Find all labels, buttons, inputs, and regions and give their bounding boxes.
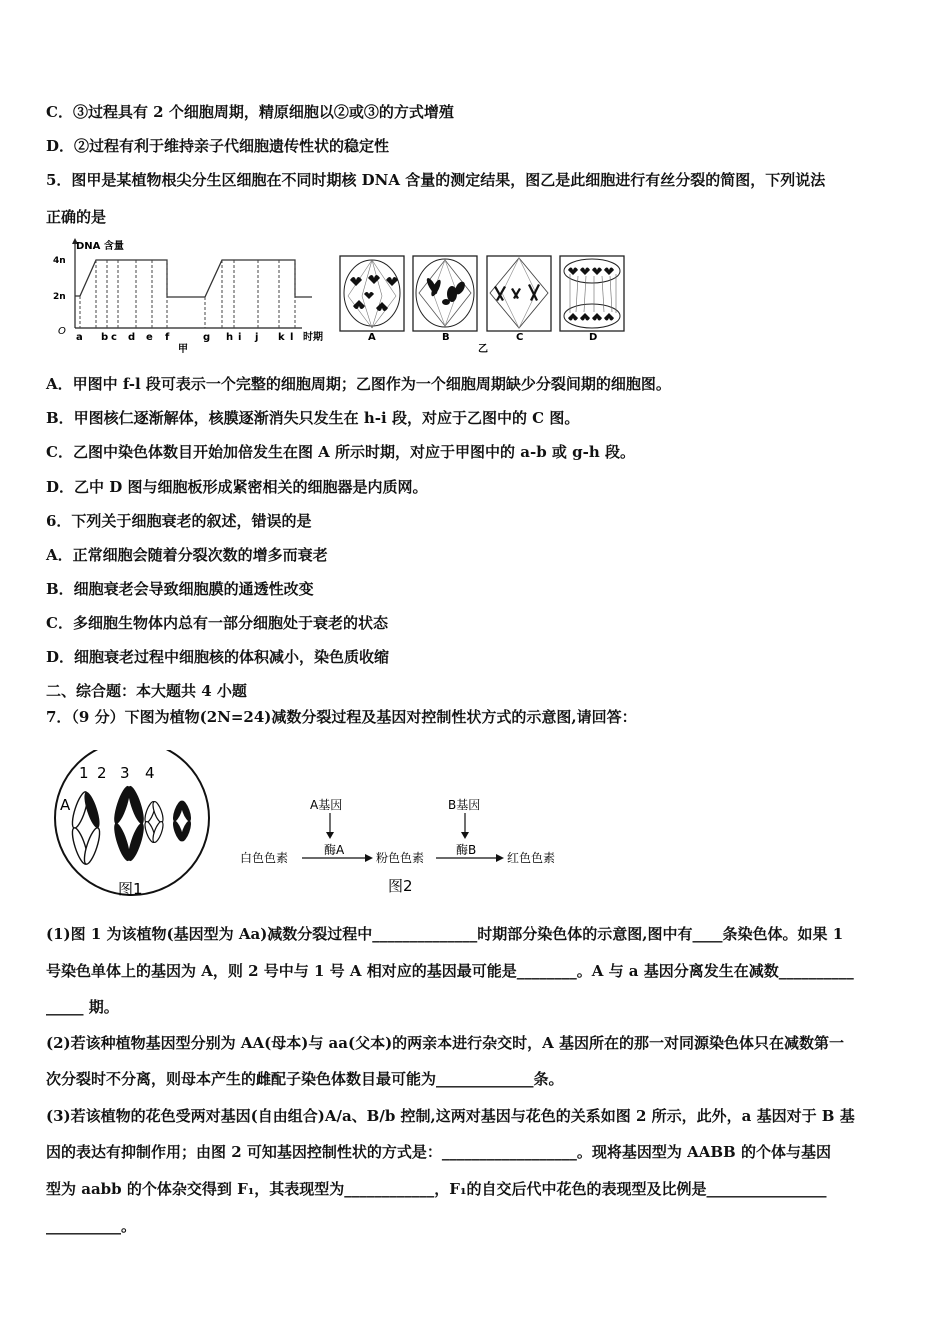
q5-figure — [50, 236, 630, 356]
q7-sub3-line4: __________。 — [46, 1217, 137, 1235]
q6-option-a: A．正常细胞会随着分裂次数的增多而衰老 — [46, 546, 328, 564]
cell-d — [560, 256, 624, 331]
cell-c — [487, 256, 551, 331]
y-axis-title: DNA 含量 — [76, 241, 124, 252]
origin-label: O — [58, 326, 66, 337]
pigment-white: 白色色素 — [240, 851, 289, 865]
q7-sub1-line2: 号染色单体上的基因为 A，则 2 号中与 1 号 A 相对应的基因最可能是________。A 与 a 基因分离发生在减数__________ — [46, 962, 854, 980]
cell-b — [413, 256, 477, 331]
x-tick-g: g — [203, 332, 211, 343]
x-tick-a: a — [76, 332, 83, 343]
enzyme-b-label: 酶B — [456, 843, 477, 857]
q5-option-b: B．甲图核仁逐渐解体，核膜逐渐消失只发生在 h-i 段，对应于乙图中的 C 图。 — [46, 409, 580, 427]
q7-figures — [44, 750, 584, 900]
mitosis-cells — [340, 256, 624, 355]
x-tick-h: h — [226, 332, 234, 343]
q6-option-c: C．多细胞生物体内总有一部分细胞处于衰老的状态 — [46, 614, 388, 632]
q5-option-d: D．乙中 D 图与细胞板形成紧密相关的细胞器是内质网。 — [46, 478, 428, 496]
q7-sub2-line1: (2)若该种植物基因型分别为 AA(母本)与 aa(父本)的两亲本进行杂交时，A 基因所在的那一对同源染色体只在减数第一 — [46, 1034, 845, 1052]
q7-sub3-line2: 因的表达有抑制作用；由图 2 可知基因控制性状的方式是：__________________。现将基因型为 AABB 的个体与基因 — [46, 1143, 831, 1161]
section2-heading: 二、综合题：本大题共 4 小题 — [46, 682, 247, 700]
q4-option-c: C．③过程具有 2 个细胞周期，精原细胞以②或③的方式增殖 — [46, 103, 454, 121]
cells-caption: 乙 — [478, 344, 488, 355]
y-tick-4n: 4n — [53, 256, 66, 266]
cell-a — [340, 256, 404, 331]
q4-option-d: D．②过程有利于维持亲子代细胞遗传性状的稳定性 — [46, 137, 390, 155]
q7-sub1-line3: _____ 期。 — [46, 998, 119, 1016]
x-tick-i: i — [238, 332, 242, 343]
cell-label-c: C — [516, 332, 524, 343]
q7-sub1-line1: (1)图 1 为该植物(基因型为 Aa)减数分裂过程中______________时期部分染色体的示意图,图中有____条染色体。如果 1 — [46, 925, 844, 943]
chromosome-pair-left — [69, 790, 102, 865]
enzyme-a-label: 酶A — [324, 843, 345, 857]
pigment-pink: 粉色色素 — [376, 851, 425, 865]
gene-label-a: A — [60, 796, 71, 814]
cell-label-a: A — [368, 332, 376, 343]
q5-option-a: A．甲图中 f-l 段可表示一个完整的细胞周期；乙图作为一个细胞周期缺少分裂间期的细胞图。 — [46, 375, 671, 393]
cell-label-b: B — [442, 332, 450, 343]
x-tick-f: f — [165, 332, 170, 343]
small-chromosome-black — [171, 799, 193, 842]
x-tick-c: c — [111, 332, 117, 343]
gene-a-label: A基因 — [310, 798, 343, 812]
q6-option-b: B．细胞衰老会导致细胞膜的通透性改变 — [46, 580, 314, 598]
x-tick-k: k — [278, 332, 285, 343]
q7-sub2-line2: 次分裂时不分离，则母本产生的雌配子染色体数目最可能为_____________条。 — [46, 1070, 564, 1088]
chart-caption: 甲 — [178, 344, 188, 355]
q6-stem: 6．下列关于细胞衰老的叙述，错误的是 — [46, 512, 312, 530]
q7-stem: 7．（9 分）下图为植物(2N=24)减数分裂过程及基因对控制性状方式的示意图,请回答： — [46, 708, 637, 726]
y-tick-2n: 2n — [53, 292, 66, 302]
dna-content-chart — [53, 238, 323, 355]
x-tick-d: d — [128, 332, 136, 343]
chromosome-pair-right — [111, 784, 147, 862]
figure1-cell — [55, 750, 209, 895]
q6-option-d: D．细胞衰老过程中细胞核的体积减小，染色质收缩 — [46, 648, 390, 666]
figure1-caption: 图1 — [118, 880, 143, 898]
pigment-red: 红色色素 — [507, 851, 556, 865]
q7-sub3-line3: 型为 aabb 的个体杂交得到 F₁，其表现型为____________，F₁的自交后代中花色的表现型及比例是________________ — [46, 1180, 827, 1198]
x-tick-l: l — [290, 332, 294, 343]
q5-stem-line2: 正确的是 — [46, 208, 107, 226]
chromatid-number-1: 1 — [79, 764, 89, 782]
x-axis-end-label: 时期 — [303, 332, 323, 343]
q5-option-c: C．乙图中染色体数目开始加倍发生在图 A 所示时期，对应于甲图中的 a-b 或 g-h 段。 — [46, 443, 635, 461]
q7-sub3-line1: (3)若该植物的花色受两对基因(自由组合)A/a、B/b 控制,这两对基因与花色的关系如图 2 所示，此外，a 基因对于 B 基 — [46, 1107, 855, 1125]
chromatid-number-3: 3 — [120, 764, 130, 782]
chromatid-number-4: 4 — [145, 764, 155, 782]
cell-label-d: D — [589, 332, 598, 343]
x-tick-b: b — [101, 332, 109, 343]
figure2-pathway — [240, 798, 555, 865]
small-chromosome-white — [143, 800, 165, 843]
figure2-caption: 图2 — [388, 877, 413, 895]
x-tick-e: e — [146, 332, 153, 343]
gene-b-label: B基因 — [448, 798, 481, 812]
q5-stem-line1: 5．图甲是某植物根尖分生区细胞在不同时期核 DNA 含量的测定结果，图乙是此细胞进行有丝分裂的简图，下列说法 — [46, 171, 826, 189]
x-tick-j: j — [255, 332, 259, 343]
chromatid-number-2: 2 — [97, 764, 107, 782]
